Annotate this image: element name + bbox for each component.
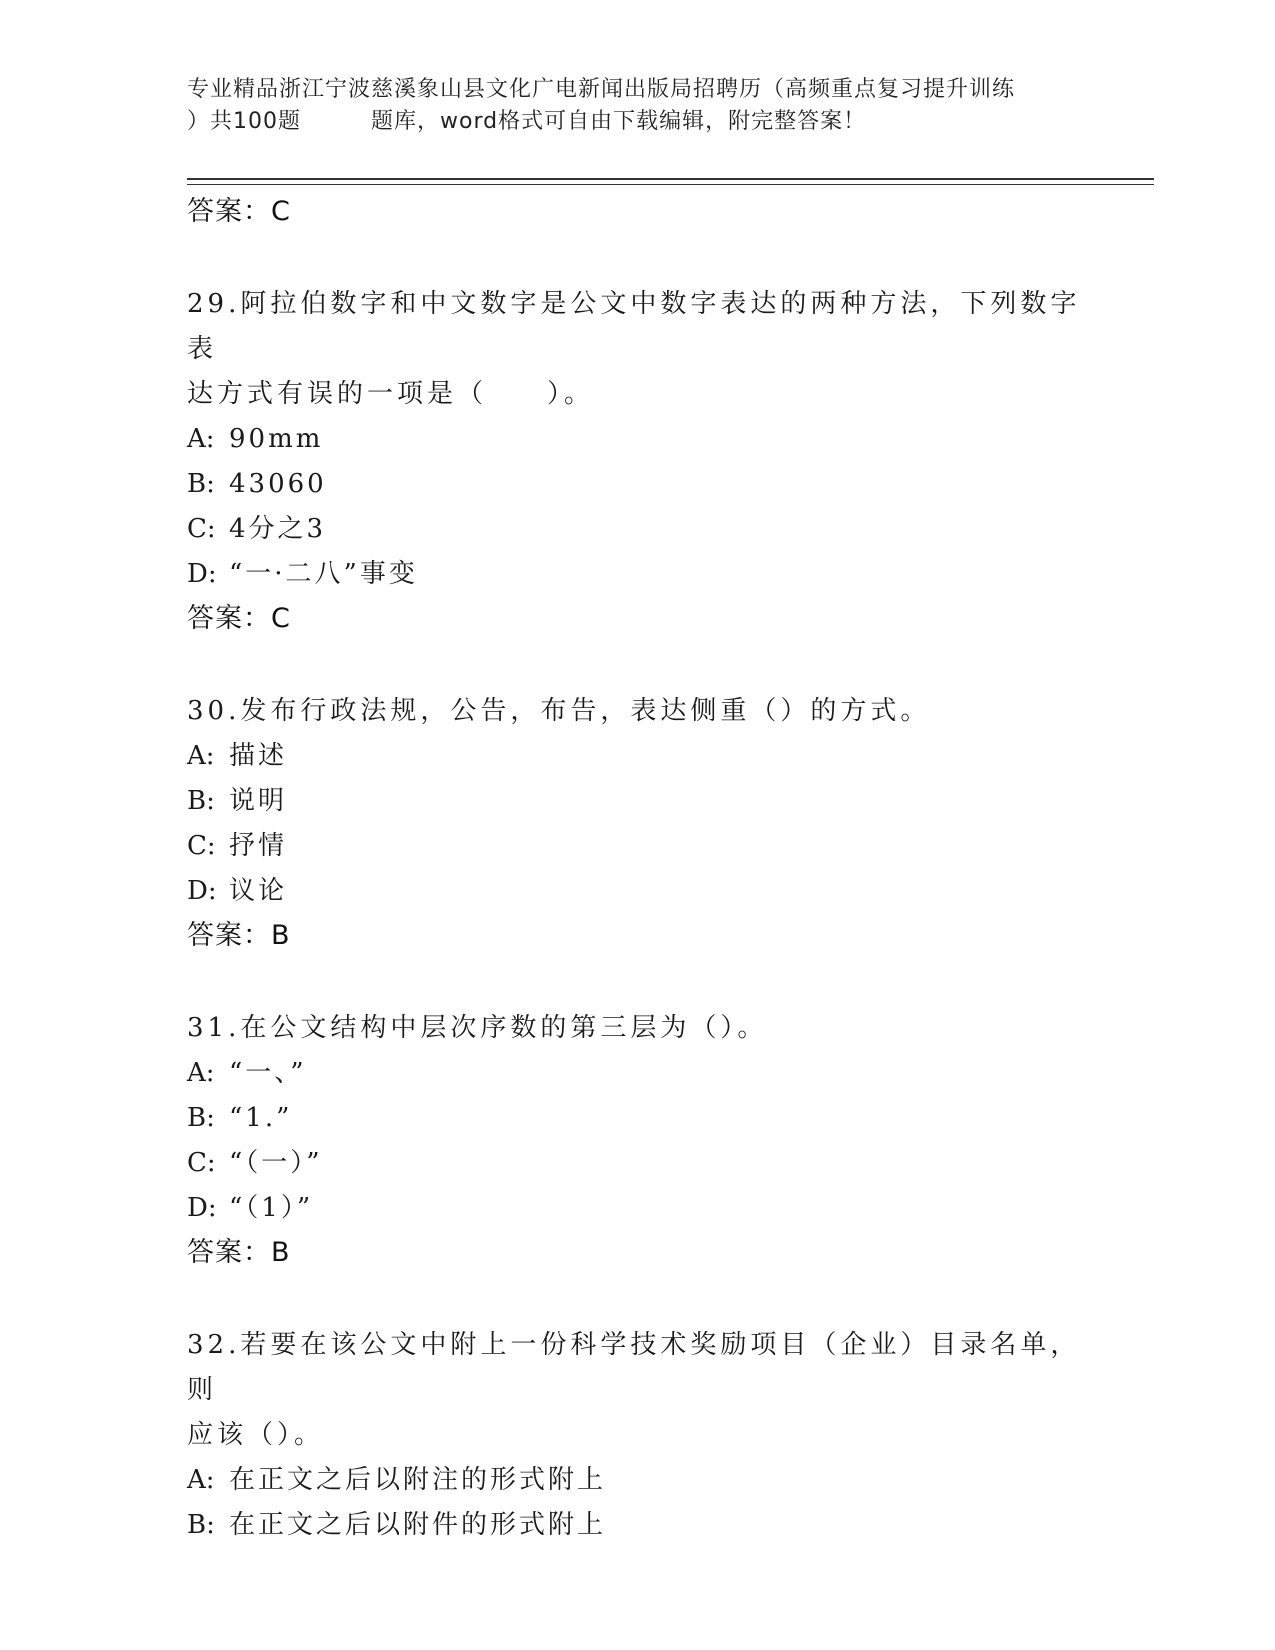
option-text: “（一）” xyxy=(229,1148,323,1178)
question-list xyxy=(187,190,1087,1548)
question-stem-line: 32.若要在该公文中附上一份科学技术奖励项目（企业）目录名单，则 xyxy=(187,1330,1081,1405)
option-a xyxy=(187,1458,1087,1503)
option-a xyxy=(187,1051,1087,1096)
option-text: 说明 xyxy=(229,786,288,816)
header-line-1: 专业精品浙江宁波慈溪象山县文化广电新闻出版局招聘历（高频重点复习提升训练 xyxy=(187,77,1016,102)
question-32 xyxy=(187,1323,1087,1548)
option-text: 描述 xyxy=(229,741,288,771)
option-a xyxy=(187,417,1087,462)
question-stem-line: 达方式有误的一项是（ ）。 xyxy=(187,379,595,409)
header-line-2b: 题库，word格式可自由下载编辑，附完整答案！ xyxy=(371,109,867,134)
answer-line: 答案：C xyxy=(187,196,291,227)
answer-line: 答案：B xyxy=(187,920,291,951)
option-text: “一·二八”事变 xyxy=(229,559,418,589)
header-line-2 xyxy=(187,106,1087,138)
question-stem-line: 30.发布行政法规，公告，布告，表达侧重（）的方式。 xyxy=(187,696,931,726)
option-label: A: xyxy=(187,1465,215,1495)
question-stem xyxy=(187,282,1087,417)
question-29 xyxy=(187,282,1087,641)
option-label: B: xyxy=(187,469,215,499)
header-line-2a: ）共100题 xyxy=(187,109,301,134)
option-text: 议论 xyxy=(229,876,288,906)
header-rule-thick xyxy=(187,178,1154,180)
question-31 xyxy=(187,1006,1087,1275)
option-a xyxy=(187,734,1087,779)
answer-line: 答案：B xyxy=(187,1237,291,1268)
option-text: 抒情 xyxy=(229,831,288,861)
option-b xyxy=(187,1096,1087,1141)
option-b xyxy=(187,1503,1087,1548)
option-label: A: xyxy=(187,424,215,454)
option-c xyxy=(187,824,1087,869)
option-text: 在正文之后以附注的形式附上 xyxy=(229,1465,607,1495)
option-b xyxy=(187,779,1087,824)
option-c xyxy=(187,1141,1087,1186)
option-label: A: xyxy=(187,741,215,771)
option-d xyxy=(187,1186,1087,1231)
header-rule-thin xyxy=(187,184,1154,185)
option-label: C: xyxy=(187,831,216,861)
option-d xyxy=(187,869,1087,914)
option-label: B: xyxy=(187,1510,215,1540)
option-label: A: xyxy=(187,1058,215,1088)
question-stem xyxy=(187,1006,1087,1051)
answer-line: 答案：C xyxy=(187,603,291,634)
option-label: D: xyxy=(187,1193,217,1223)
option-label: C: xyxy=(187,1148,216,1178)
option-text: “（1）” xyxy=(229,1193,314,1223)
question-stem-line: 应该（）。 xyxy=(187,1420,325,1450)
question-stem xyxy=(187,689,1087,734)
option-text: 90mm xyxy=(229,424,324,454)
page-header xyxy=(187,74,1087,138)
option-text: 4分之3 xyxy=(229,514,327,544)
option-label: B: xyxy=(187,1103,215,1133)
question-30 xyxy=(187,689,1087,958)
question-stem xyxy=(187,1323,1087,1458)
option-label: D: xyxy=(187,876,217,906)
option-c xyxy=(187,507,1087,552)
option-text: 在正文之后以附件的形式附上 xyxy=(229,1510,607,1540)
question-stem-line: 31.在公文结构中层次序数的第三层为（）。 xyxy=(187,1013,768,1043)
option-d xyxy=(187,552,1087,597)
option-label: C: xyxy=(187,514,216,544)
option-text: 43060 xyxy=(229,469,327,499)
option-b xyxy=(187,462,1087,507)
question-stem-line: 29.阿拉伯数字和中文数字是公文中数字表达的两种方法，下列数字表 xyxy=(187,289,1081,364)
option-label: D: xyxy=(187,559,217,589)
option-label: B: xyxy=(187,786,215,816)
option-text: “1.” xyxy=(229,1103,293,1133)
option-text: “一、” xyxy=(229,1058,307,1088)
